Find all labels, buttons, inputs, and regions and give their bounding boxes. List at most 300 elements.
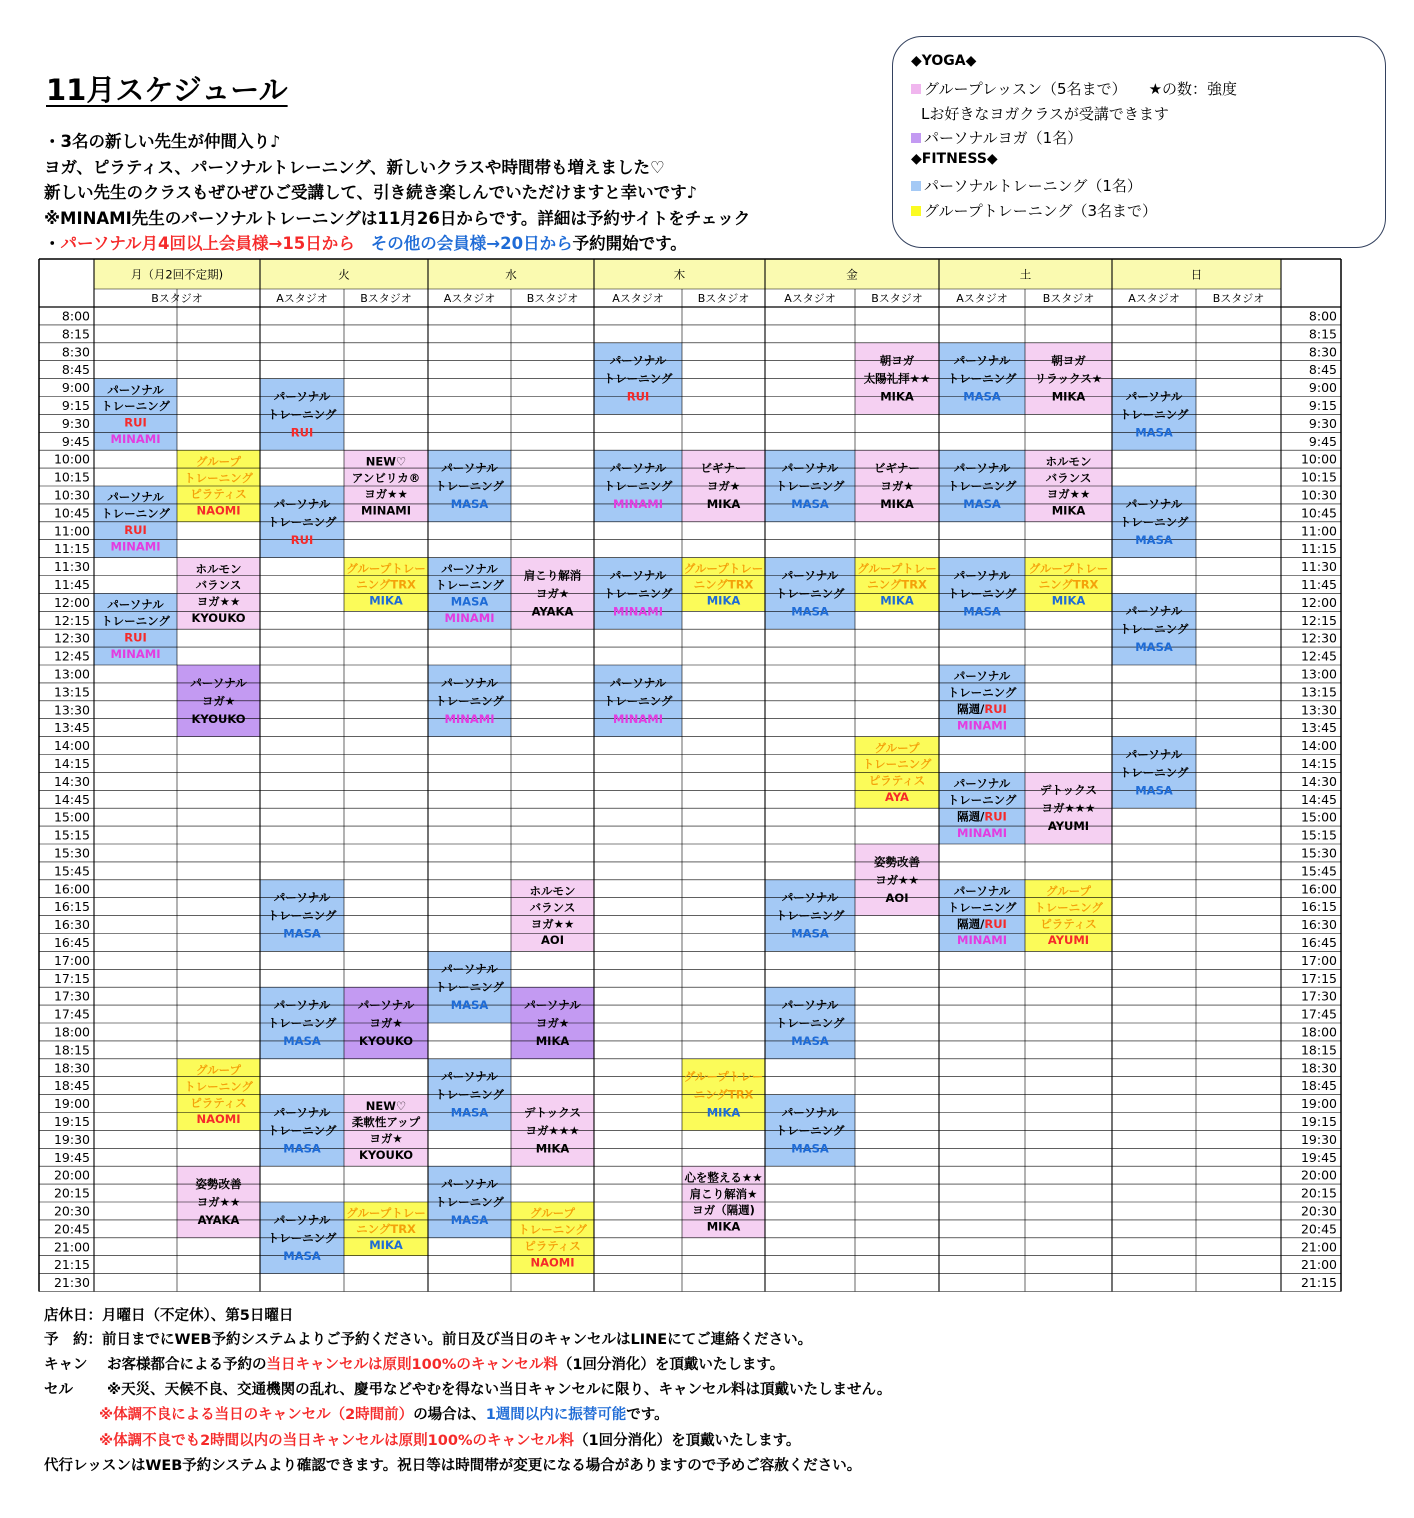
time-label-right: 11:45 [1300, 576, 1337, 592]
time-label-right: 12:45 [1300, 648, 1337, 664]
class-text: ホルモン [195, 561, 242, 576]
class-text: MIKA [880, 389, 914, 404]
class-text: リラックス★ [1034, 371, 1103, 386]
legend-group-training-label: グループトレーニング（3名まで） [924, 202, 1158, 220]
class-text: RUI [626, 389, 650, 404]
class-text: KYOUKO [358, 1033, 414, 1048]
time-label-left: 11:15 [53, 541, 90, 557]
time-label-right: 17:30 [1300, 988, 1337, 1004]
class-text: ニングTRX [693, 576, 754, 591]
class-text: MIKA [1051, 389, 1086, 404]
class-text: MASA [1135, 532, 1173, 547]
class-text: パーソナル [107, 489, 164, 504]
note-cancel-suffix: （1回分消化）を頂戴いたします。 [557, 1357, 785, 1373]
class-text: グループ [1045, 883, 1092, 898]
class-text: ニングTRX [1038, 576, 1099, 591]
class-text: KYOUKO [191, 610, 246, 625]
class-text: MASA [791, 926, 829, 941]
class-text: AYAKA [197, 1212, 240, 1227]
class-text: MASA [283, 926, 321, 941]
legend-star-note: ★の数：強度 [1148, 80, 1238, 98]
class-text: MINAMI [110, 538, 161, 553]
class-text: トレーニング [1119, 406, 1189, 421]
class-text: ニングTRX [356, 576, 416, 591]
class-text: パーソナル [1125, 388, 1183, 403]
class-text: トレーニング [947, 371, 1017, 386]
class-text: トレーニング [775, 1015, 845, 1030]
class-text: ヨガ★★ [530, 916, 575, 931]
class-text: バランス [1045, 470, 1092, 485]
note-sick-blue: 1週間以内に振替可能 [485, 1407, 627, 1423]
time-label-left: 13:00 [53, 666, 90, 682]
class-text: ヨガ★ [535, 1015, 570, 1030]
time-label-left: 21:00 [53, 1239, 90, 1255]
time-label-left: 12:15 [53, 612, 90, 628]
class-text: トレーニング [435, 478, 504, 493]
day-label: 火 [338, 267, 350, 282]
class-text: パーソナル [609, 460, 667, 475]
note-sick-late-cancel [99, 1429, 800, 1450]
time-label-left: 15:45 [53, 863, 90, 879]
class-text: MASA [450, 1105, 489, 1120]
legend-fitness-heading: ◆FITNESS◆ [911, 151, 998, 167]
time-label-left: 19:45 [53, 1149, 90, 1165]
class-text: パーソナル [1125, 496, 1183, 511]
class-text: MIKA [880, 592, 914, 607]
studio-label: Bスタジオ [1042, 292, 1095, 305]
time-label-right: 18:00 [1300, 1024, 1337, 1040]
time-label-right: 9:00 [1308, 380, 1337, 396]
time-label-right: 20:00 [1300, 1167, 1337, 1183]
studio-label: Bスタジオ [1212, 292, 1265, 305]
class-text: ヨガ★★ [364, 486, 408, 501]
class-text: グループ [195, 453, 242, 468]
studio-label: Bスタジオ [697, 292, 750, 305]
time-label-right: 16:00 [1300, 881, 1337, 897]
class-text: 朝ヨガ [879, 353, 915, 368]
class-text: ヨガ★★★ [1041, 800, 1096, 815]
time-label-left: 16:30 [53, 917, 90, 933]
time-label-left: 10:00 [53, 451, 90, 467]
class-text: パーソナル [273, 496, 331, 511]
legend-personal-yoga-label: パーソナルヨガ（1名） [924, 129, 1083, 147]
time-label-left: 16:00 [53, 881, 90, 897]
class-text: MIKA [706, 1105, 741, 1120]
class-text: パーソナル [781, 997, 839, 1012]
note-cancel-exception: セル ※天災、天候不良、交通機関の乱れ、慶弔などやむを得ない当日キャンセルに限り、キャンセル料は頂戴いたしません。 [44, 1382, 892, 1398]
class-text: 心を整える★★ [684, 1169, 763, 1184]
class-text: MINAMI [957, 825, 1007, 840]
class-text: MIKA [706, 592, 741, 607]
class-text: ヨガ★★ [875, 872, 919, 887]
note-sick2-red: ※体調不良でも2時間以内の当日キャンセルは原則100%のキャンセル料 [99, 1433, 574, 1449]
legend-group-lesson-sub: Lお好きなヨガクラスが受講できます [921, 105, 1169, 123]
time-label-right: 18:30 [1300, 1060, 1337, 1076]
day-label: 金 [846, 267, 858, 282]
time-label-right: 16:30 [1300, 917, 1337, 933]
class-text: MIKA [1051, 592, 1086, 607]
note-closed-days: 店休日：月曜日（不定休）、第5日曜日 [44, 1308, 294, 1324]
class-text: ヨガ★★ [1046, 486, 1091, 501]
class-text: 太陽礼拝★★ [863, 371, 931, 386]
time-label-left: 9:45 [61, 433, 90, 449]
class-text: グループトレー [346, 561, 426, 576]
class-text: バランス [195, 577, 242, 592]
note-sick2-suffix: （1回分消化）を頂戴いたします。 [573, 1433, 801, 1449]
class-text: パーソナル [441, 1069, 498, 1084]
time-label-left: 12:00 [53, 594, 90, 610]
studio-label: Bスタジオ [871, 292, 923, 305]
note-sick-cancel [99, 1403, 669, 1424]
time-label-right: 10:45 [1300, 505, 1337, 521]
class-text: パーソナル [441, 460, 498, 475]
class-text: MASA [283, 1140, 321, 1155]
class-text: トレーニング [947, 585, 1017, 600]
time-label-right: 10:15 [1300, 469, 1337, 485]
class-text: AOI [885, 890, 909, 905]
class-text: ビギナー [700, 460, 747, 475]
class-text: AYUMI [1047, 818, 1090, 833]
notice-prefix: ・ [44, 234, 61, 253]
class-text: トレーニング [267, 514, 337, 529]
class-text: MIKA [535, 1033, 570, 1048]
class-text: パーソナル [107, 382, 164, 397]
day-label: 土 [1019, 267, 1032, 282]
class-text: ヨガ★ [369, 1015, 403, 1030]
time-label-right: 18:15 [1300, 1042, 1337, 1058]
studio-label: Aスタジオ [612, 292, 664, 305]
class-text: MASA [1135, 782, 1173, 797]
time-label-right: 9:15 [1308, 397, 1337, 413]
time-label-right: 11:00 [1300, 523, 1337, 539]
page-title: 11月スケジュール [46, 73, 288, 107]
class-text: ヨガ（隔週) [692, 1202, 755, 1217]
time-label-right: 17:45 [1300, 1006, 1337, 1022]
time-label-left: 12:45 [53, 648, 90, 664]
time-label-left: 11:45 [53, 576, 90, 592]
time-label-right: 13:00 [1300, 666, 1337, 682]
class-text: トレーニング [1119, 764, 1189, 779]
class-text: 朝ヨガ [1051, 353, 1086, 368]
time-label-left: 17:15 [53, 970, 90, 986]
class-text: ヨガ★★ [196, 1194, 241, 1209]
time-label-right: 8:30 [1308, 344, 1337, 360]
time-label-left: 19:00 [53, 1096, 90, 1112]
class-text: MASA [450, 594, 489, 609]
class-text: グループトレー [683, 1069, 764, 1084]
class-text: MINAMI [444, 610, 495, 625]
class-text: パーソナル [107, 597, 164, 612]
class-text: パーソナル [441, 675, 498, 690]
class-text: パーソナル [609, 675, 667, 690]
class-text: グループトレー [683, 561, 764, 576]
class-text: グループ [874, 740, 920, 755]
class-text: ピラティス [868, 773, 926, 788]
time-label-left: 14:45 [53, 791, 90, 807]
time-label-right: 20:45 [1300, 1221, 1337, 1237]
class-text: 柔軟性アップ [351, 1114, 421, 1129]
class-text: グループトレー [857, 561, 937, 576]
time-label-left: 21:15 [53, 1257, 90, 1273]
studio-label: Bスタジオ [526, 292, 579, 305]
class-text: MASA [283, 1248, 321, 1263]
class-text: MASA [450, 997, 489, 1012]
day-label: 月（月2回不定期) [130, 267, 224, 282]
class-text: トレーニング [184, 1078, 253, 1093]
time-label-left: 9:00 [61, 380, 90, 396]
time-label-right: 15:45 [1300, 863, 1337, 879]
time-label-right: 8:15 [1308, 326, 1337, 342]
class-text: NAOMI [196, 503, 241, 518]
class-text: トレーニング [603, 585, 673, 600]
class-text: パーソナル [441, 961, 498, 976]
time-label-left: 10:45 [53, 505, 90, 521]
time-label-left: 16:15 [53, 899, 90, 915]
class-text: KYOUKO [358, 1147, 414, 1162]
studio-label: Bスタジオ [151, 292, 203, 305]
studio-label: Aスタジオ [443, 292, 496, 305]
intro-line-2: ヨガ、ピラティス、パーソナルトレーニング、新しいクラスや時間帯も増えました♡ [44, 157, 665, 177]
time-label-left: 8:45 [61, 362, 90, 378]
time-label-right: 16:45 [1300, 934, 1337, 950]
class-text: MASA [450, 1212, 489, 1227]
class-text: パーソナル [781, 460, 839, 475]
class-text: RUI [124, 629, 147, 644]
note-sick-mid: の場合は、 [413, 1407, 486, 1423]
class-text: パーソナル [953, 353, 1011, 368]
class-text: AYAKA [531, 603, 574, 618]
time-label-left: 13:30 [53, 702, 90, 718]
class-text: トレーニング [862, 756, 932, 771]
class-text: 隔週/RUI [957, 916, 1007, 931]
class-text: パーソナル [953, 776, 1011, 791]
class-text: トレーニング [1119, 514, 1189, 529]
class-text: RUI [290, 424, 314, 439]
class-text: トレーニング [184, 470, 253, 485]
class-text: パーソナル [273, 1212, 331, 1227]
class-text: ニングTRX [693, 1087, 754, 1102]
time-label-right: 11:15 [1300, 541, 1337, 557]
day-label: 木 [673, 267, 686, 282]
class-text: MASA [963, 603, 1001, 618]
class-text: MINAMI [444, 711, 495, 726]
time-label-left: 18:30 [53, 1060, 90, 1076]
class-text: トレーニング [775, 908, 845, 923]
note-cancel-red: 当日キャンセルは原則100%のキャンセル料 [266, 1357, 558, 1373]
day-label: 水 [505, 267, 517, 282]
class-text: 隔週/RUI [957, 701, 1007, 716]
legend-yoga-heading: ◆YOGA◆ [911, 53, 977, 69]
class-text: パーソナル [609, 567, 667, 582]
class-text: MINAMI [361, 503, 411, 518]
class-text: ヨガ★★ [196, 594, 241, 609]
time-label-right: 10:00 [1300, 451, 1337, 467]
class-text: 姿勢改善 [874, 854, 920, 869]
class-text: トレーニング [435, 979, 504, 994]
time-label-left: 19:30 [53, 1131, 90, 1147]
class-text: MIKA [706, 496, 741, 511]
class-text: ホルモン [1045, 453, 1092, 468]
class-text: 肩こり解消★ [689, 1186, 758, 1201]
class-text: グループトレー [346, 1205, 426, 1220]
time-label-right: 21:00 [1300, 1239, 1337, 1255]
time-label-right: 15:30 [1300, 845, 1337, 861]
time-label-right: 9:45 [1308, 433, 1337, 449]
class-text: ピラティス [190, 1095, 247, 1110]
class-text: MIKA [880, 496, 914, 511]
time-label-right: 19:15 [1300, 1113, 1337, 1129]
time-label-right: 19:00 [1300, 1096, 1337, 1112]
class-text: ヨガ★★★ [525, 1122, 580, 1137]
time-label-right: 13:45 [1300, 720, 1337, 736]
class-text: パーソナル [273, 388, 331, 403]
intro-line-1: ・3名の新しい先生が仲間入り♪ [44, 132, 281, 151]
note-cancel [44, 1353, 784, 1374]
class-text: トレーニング [435, 1194, 504, 1209]
time-label-right: 14:30 [1300, 773, 1337, 789]
time-label-right: 14:45 [1300, 791, 1337, 807]
class-text: パーソナル [781, 890, 839, 905]
class-text: パーソナル [953, 668, 1011, 683]
studio-label: Bスタジオ [360, 292, 412, 305]
time-label-left: 10:15 [53, 469, 90, 485]
class-text: AYA [885, 789, 909, 804]
class-text: NEW♡ [365, 1098, 407, 1113]
class-text: トレーニング [101, 506, 170, 521]
class-text: トレーニング [947, 792, 1017, 807]
studio-label: Aスタジオ [276, 292, 328, 305]
class-text: ヨガ★ [880, 478, 914, 493]
time-label-right: 17:00 [1300, 952, 1337, 968]
legend-personal-training-label: パーソナルトレーニング（1名） [924, 177, 1142, 195]
time-label-left: 11:30 [53, 559, 90, 575]
time-label-right: 14:15 [1300, 755, 1337, 771]
class-text: パーソナル [953, 883, 1011, 898]
class-text: トレーニング [1119, 621, 1189, 636]
class-text: パーソナル [781, 567, 839, 582]
class-text: MINAMI [957, 932, 1007, 947]
class-text: トレーニング [1034, 899, 1103, 914]
time-label-left: 16:45 [53, 934, 90, 950]
class-text: MASA [791, 1033, 829, 1048]
class-text: デトックス [1039, 782, 1098, 797]
studio-label: Aスタジオ [784, 292, 836, 305]
class-text: バランス [529, 899, 576, 914]
class-text: MINAMI [110, 431, 161, 446]
time-label-right: 12:00 [1300, 594, 1337, 610]
class-text: トレーニング [947, 478, 1017, 493]
class-text: ヨガ★ [535, 585, 570, 600]
time-label-right: 19:30 [1300, 1131, 1337, 1147]
class-text: MINAMI [613, 496, 663, 511]
notice-suffix: 予約開始です。 [572, 234, 687, 253]
time-label-left: 18:45 [53, 1078, 90, 1094]
class-text: MASA [791, 1140, 829, 1155]
time-label-left: 14:15 [53, 755, 90, 771]
class-text: グループトレー [1028, 561, 1109, 576]
class-text: パーソナル [441, 1176, 498, 1191]
class-text: RUI [290, 532, 314, 547]
class-text: AOI [541, 932, 564, 947]
class-text: トレーニング [947, 685, 1017, 700]
note-sick-suffix: です。 [626, 1407, 669, 1423]
time-label-right: 11:30 [1300, 559, 1337, 575]
time-label-left: 21:30 [53, 1275, 90, 1291]
class-text: RUI [124, 522, 147, 537]
class-text: MIKA [1051, 503, 1086, 518]
class-text: パーソナル [357, 997, 415, 1012]
time-label-right: 8:45 [1308, 362, 1337, 378]
time-label-right: 17:15 [1300, 970, 1337, 986]
class-text: MINAMI [957, 717, 1007, 732]
class-text: パーソナル [781, 1104, 839, 1119]
time-label-left: 17:00 [53, 952, 90, 968]
class-text: 肩こり解消 [523, 567, 582, 582]
class-text: グループ [529, 1205, 576, 1220]
class-text: デトックス [523, 1104, 582, 1119]
time-label-left: 14:00 [53, 738, 90, 754]
class-text: MASA [791, 603, 829, 618]
class-text: MASA [791, 496, 829, 511]
class-text: MASA [963, 496, 1001, 511]
time-label-left: 20:45 [53, 1221, 90, 1237]
time-label-right: 15:15 [1300, 827, 1337, 843]
class-text: パーソナル [1125, 603, 1183, 618]
note-reservation: 予 約：前日までにWEB予約システムよりご予約ください。前日及び当日のキャンセルはLINEにてご連絡ください。 [44, 1332, 813, 1348]
time-label-left: 11:00 [53, 523, 90, 539]
class-text: MASA [450, 496, 489, 511]
time-label-right: 15:00 [1300, 809, 1337, 825]
legend-group-lesson-label: グループレッスン（5名まで） [924, 80, 1127, 98]
class-text: MIKA [706, 1219, 741, 1234]
class-text: RUI [124, 415, 147, 430]
intro-line-4: ※MINAMI先生のパーソナルトレーニングは11月26日からです。詳細は予約サイトをチェック [44, 208, 751, 228]
class-text: MINAMI [110, 646, 161, 661]
time-label-left: 8:15 [61, 326, 90, 342]
intro-line-3: 新しい先生のクラスもぜひぜひご受講して、引き続き楽しんでいただけますと幸いです♪ [44, 183, 698, 202]
class-text: グループ [195, 1062, 242, 1077]
class-text: MASA [1135, 424, 1173, 439]
class-text: ニングTRX [356, 1221, 416, 1236]
time-label-left: 10:30 [53, 487, 90, 503]
class-text: MASA [1135, 639, 1173, 654]
time-label-right: 20:30 [1300, 1203, 1337, 1219]
class-text: トレーニング [518, 1222, 587, 1237]
class-text: トレーニング [267, 908, 337, 923]
time-label-left: 9:15 [61, 397, 90, 413]
class-text: トレーニング [267, 1015, 337, 1030]
notice-red: パーソナル月4回以上会員様→15日から [60, 234, 355, 253]
class-text: MINAMI [613, 603, 663, 618]
time-label-right: 10:30 [1300, 487, 1337, 503]
class-text: トレーニング [267, 1230, 337, 1245]
class-text: パーソナル [273, 1104, 331, 1119]
note-sick-red: ※体調不良による当日のキャンセル（2時間前） [99, 1407, 414, 1423]
time-label-right: 8:00 [1308, 308, 1337, 324]
time-label-left: 17:30 [53, 988, 90, 1004]
class-text: 隔週/RUI [957, 808, 1007, 823]
day-label: 日 [1190, 267, 1203, 282]
class-text: トレーニング [775, 478, 845, 493]
class-text: アンビリカ® [351, 470, 421, 485]
class-text: 姿勢改善 [195, 1176, 242, 1191]
class-text: ホルモン [529, 883, 576, 898]
class-text: トレーニング [267, 1122, 337, 1137]
time-label-left: 8:30 [61, 344, 90, 360]
class-text: NEW♡ [365, 453, 407, 468]
class-text: MIKA [535, 1140, 570, 1155]
time-label-right: 9:30 [1308, 415, 1337, 431]
